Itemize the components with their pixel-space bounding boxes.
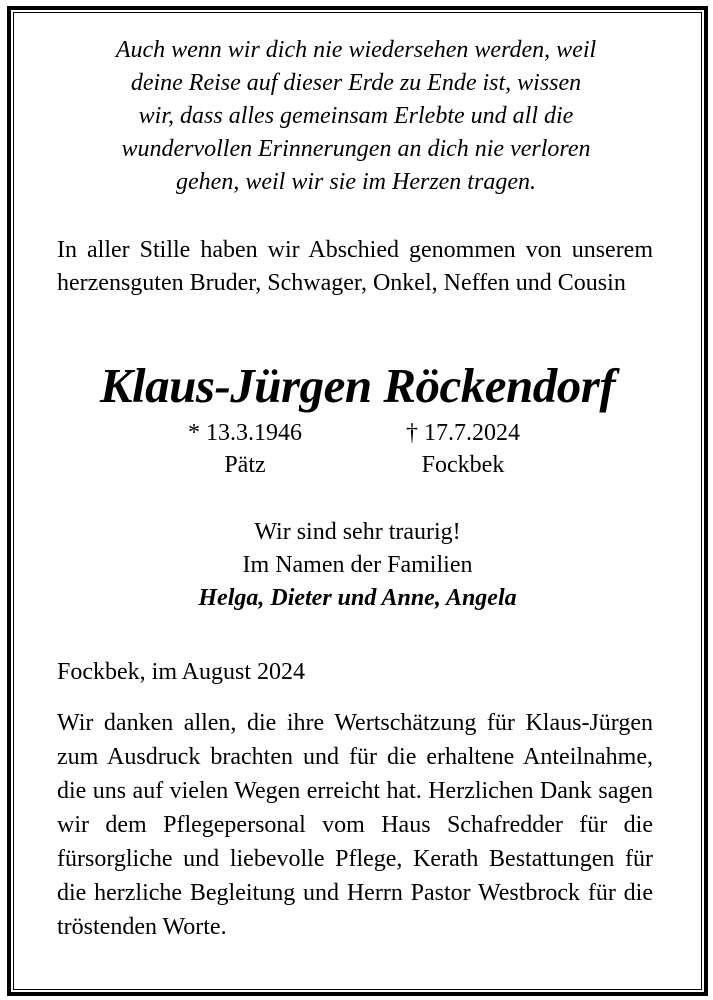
- thanks-text: Wir danken allen, die ihre Wertschätzung für Klaus-Jürgen zum Ausdruck brachten und für die erhaltene Anteilnahme, die uns auf vielen Wegen erreicht hat. Herzlichen Dank sagen wir dem Pflegepersonal vom Haus Schafredder für die fürsorgliche und liebevolle Pflege, Kerath Bestattungen für die herzliche Begleitung und Herrn Pastor Westbrock für die tröstenden Worte.: [57, 710, 653, 940]
- poem-line: Auch wenn wir dich nie wiedersehen werden, weil: [115, 37, 597, 63]
- poem-line: wundervollen Erinnerungen an dich nie verloren: [121, 136, 591, 162]
- sorrow-line: Wir sind sehr traurig!: [254, 519, 461, 545]
- poem-line: deine Reise auf dieser Erde zu Ende ist, wissen: [130, 70, 582, 96]
- mourners-block: [11, 516, 704, 615]
- intro-text: In aller Stille haben wir Abschied genommen von unserem herzensguten Bruder, Schwager, Onkel, Neffen und Cousin: [57, 237, 653, 296]
- poem-line: wir, dass alles gemeinsam Erlebte und all die: [138, 103, 574, 129]
- poem: [51, 34, 661, 199]
- family-names: Helga, Dieter und Anne, Angela: [198, 585, 517, 611]
- birth-block: [145, 418, 345, 448]
- family-intro-line: Im Namen der Familien: [242, 552, 473, 578]
- place-date: Fockbek, im August 2024: [57, 659, 306, 685]
- poem-line: gehen, weil wir sie im Herzen tragen.: [176, 169, 536, 195]
- obituary-frame: [7, 6, 708, 996]
- deceased-name: Klaus-Jürgen Röckendorf: [99, 358, 616, 413]
- birth-place: Pätz: [224, 452, 266, 478]
- death-place: Fockbek: [421, 452, 505, 478]
- death-date: † 17.7.2024: [406, 420, 520, 446]
- birth-date: * 13.3.1946: [188, 420, 302, 446]
- death-block: [363, 418, 563, 448]
